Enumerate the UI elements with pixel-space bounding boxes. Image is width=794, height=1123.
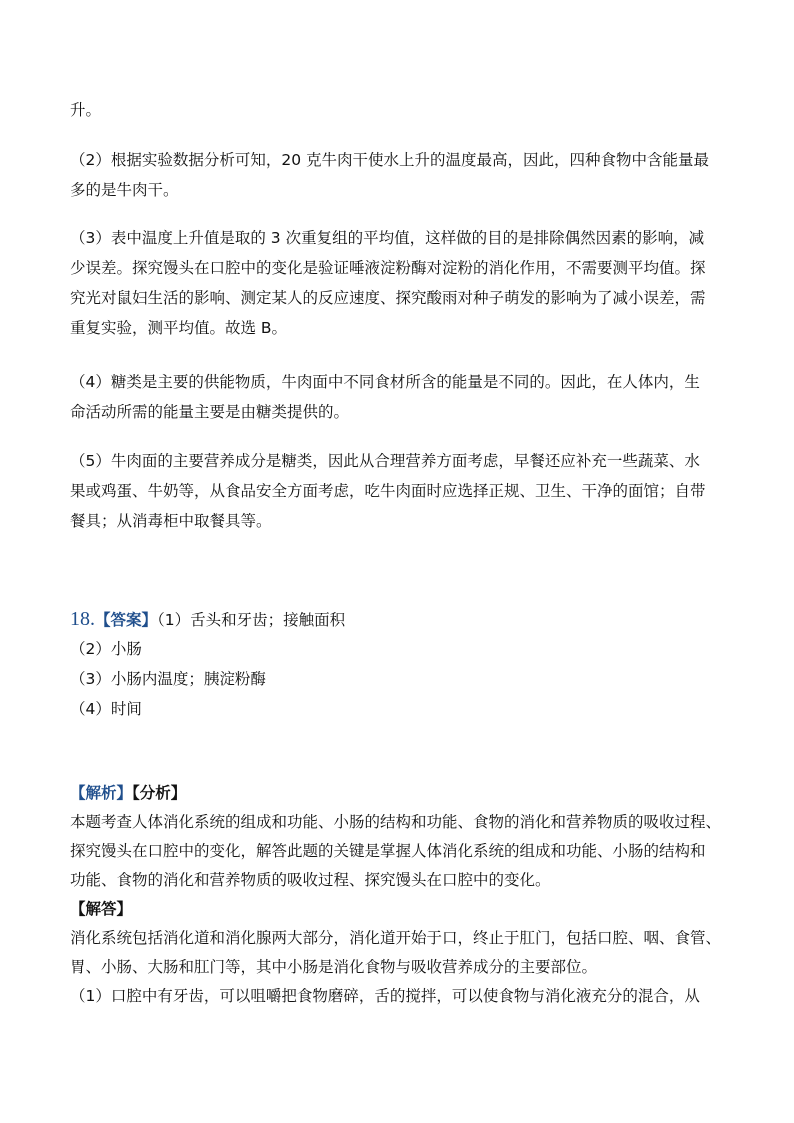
analysis-subtag: 【分析】 [132,784,187,802]
answer-block [70,604,724,724]
answer-tag: 【答案】 [95,611,158,629]
analysis-header [70,779,724,808]
paragraph-q4 [70,367,724,427]
answer-item: （3）小肠内温度；胰淀粉酶 [70,670,266,688]
text-line: 餐具；从消毒柜中取餐具等。 [70,512,272,530]
text-line: 功能、食物的消化和营养物质的吸收过程、探究馒头在口腔中的变化。 [70,871,551,889]
answer-item: （4）时间 [70,700,142,718]
paragraph-q5 [70,446,724,536]
text-line: 消化系统包括消化道和消化腺两大部分，消化道开始于口，终止于肛门，包括口腔、咽、食管、 [70,929,722,947]
answer-header [70,604,724,634]
text-line: 探究馒头在口腔中的变化，解答此题的关键是掌握人体消化系统的组成和功能、小肠的结构和 [70,842,706,860]
text-line: 少误差。探究馒头在口腔中的变化是验证唾液淀粉酶对淀粉的消化作用，不需要测平均值。探 [70,259,706,277]
answer-item: （1）舌头和牙齿；接触面积 [157,611,346,629]
text-line: （3）表中温度上升值是取的 3 次重复组的平均值，这样做的目的是排除偶然因素的影响，减 [70,229,705,247]
text-line: （1）口腔中有牙齿，可以咀嚼把食物磨碎，舌的搅拌，可以使食物与消化液充分的混合，从 [70,987,700,1005]
text-line: （2）根据实验数据分析可知，20 克牛肉干使水上升的温度最高，因此，四种食物中含能量最 [70,151,710,169]
text-line: 重复实验，测平均值。故选 B。 [70,319,288,337]
answer-item: （2）小肠 [70,640,142,658]
text-line: 多的是牛肉干。 [70,181,179,199]
text-line: （5）牛肉面的主要营养成分是糖类，因此从合理营养方面考虑，早餐还应补充一些蔬菜、水 [70,452,700,470]
paragraph-q2 [70,145,724,205]
text-line: 升。 [70,101,102,119]
text-line: （4）糖类是主要的供能物质，牛肉面中不同食材所含的能量是不同的。因此，在人体内，生 [70,373,700,391]
text-line: 果或鸡蛋、牛奶等，从食品安全方面考虑，吃牛肉面时应选择正规、卫生、干净的面馆；自带 [70,482,706,500]
analysis-block [70,779,724,1011]
solution-tag: 【解答】 [70,900,133,918]
question-number: 18. [70,608,95,630]
text-line: 命活动所需的能量主要是由糖类提供的。 [70,403,350,421]
text-line: 本题考查人体消化系统的组成和功能、小肠的结构和功能、食物的消化和营养物质的吸收过程、 [70,813,722,831]
text-line: 胃、小肠、大肠和肛门等，其中小肠是消化食物与吸收营养成分的主要部位。 [70,958,598,976]
paragraph-continuation [70,95,724,125]
paragraph-q3 [70,223,724,343]
analysis-tag: 【解析】 [70,784,133,802]
text-line: 究光对鼠妇生活的影响、测定某人的反应速度、探究酸雨对种子萌发的影响为了减小误差，需 [70,289,706,307]
